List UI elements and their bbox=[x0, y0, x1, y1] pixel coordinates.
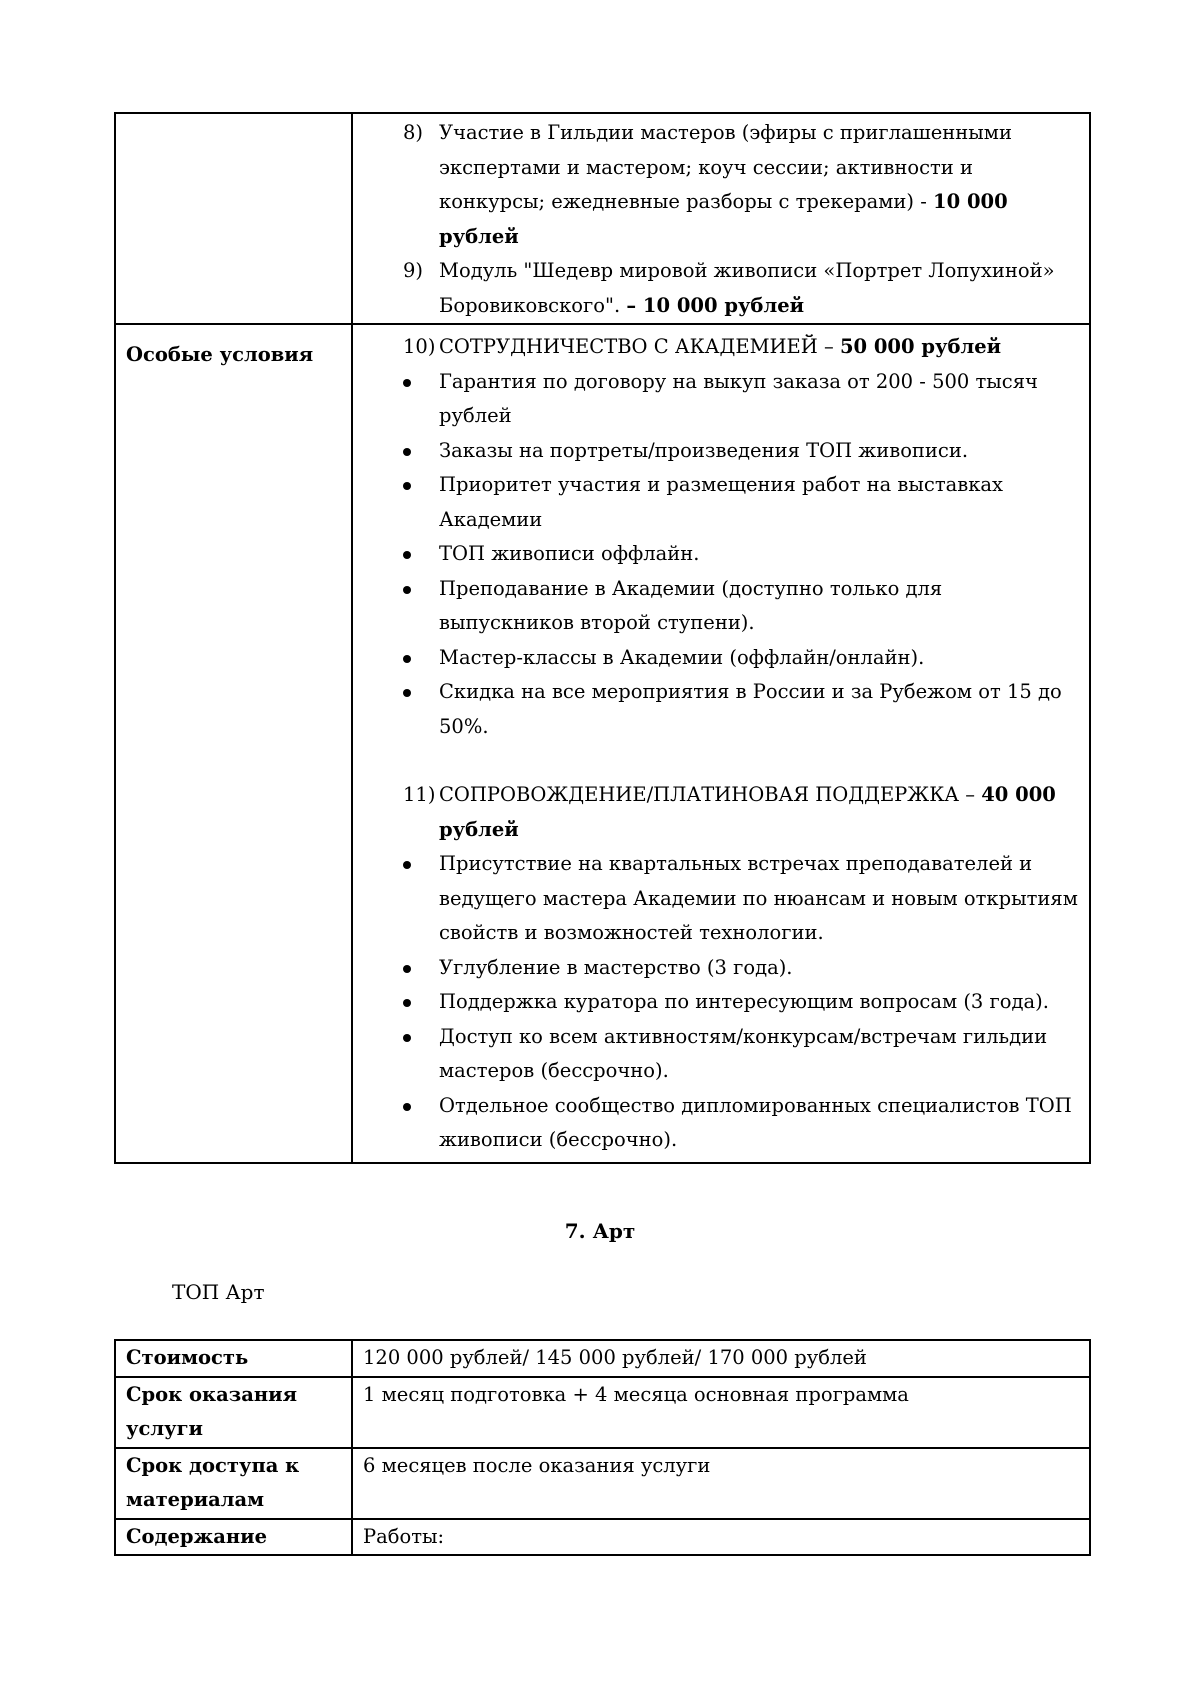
bullet-text: ТОП живописи оффлайн. bbox=[439, 542, 700, 565]
list-item bbox=[403, 365, 1079, 434]
bullet-text: Приоритет участия и размещения работ на выставках Академии bbox=[439, 473, 1004, 531]
list-item bbox=[403, 1020, 1079, 1089]
bullet-text: Заказы на портреты/произведения ТОП живописи. bbox=[439, 438, 969, 462]
cost-label: Стоимость bbox=[115, 1340, 352, 1377]
content-value: Работы: bbox=[352, 1519, 1090, 1556]
bullet-icon bbox=[403, 675, 439, 744]
section-title: 7. Арт bbox=[564, 1219, 636, 1243]
item-text: СОПРОВОЖДЕНИЕ/ПЛАТИНОВАЯ ПОДДЕРЖКА – 40 000 рублей bbox=[439, 783, 1056, 841]
list-item bbox=[403, 985, 1079, 1020]
bullet-icon bbox=[403, 365, 439, 434]
item-number: 8) bbox=[403, 121, 424, 144]
bullet-text: Скидка на все мероприятия в России и за Рубежом от 15 до 50%. bbox=[439, 680, 1062, 738]
item-price: 10 000 рублей bbox=[439, 190, 1008, 248]
program-table bbox=[114, 112, 1091, 1164]
modules-cell bbox=[352, 113, 1090, 324]
bullet-text: Мастер-классы в Академии (оффлайн/онлайн). bbox=[439, 645, 925, 669]
bullet-text: Углубление в мастерство (3 года). bbox=[439, 955, 793, 979]
access-value: 6 месяцев после оказания услуги bbox=[352, 1448, 1090, 1519]
list-item-11 bbox=[403, 778, 1079, 847]
bullet-icon bbox=[403, 572, 439, 641]
duration-value: 1 месяц подготовка + 4 месяца основная программа bbox=[352, 1377, 1090, 1448]
list-item bbox=[403, 641, 1079, 676]
item-text: Модуль "Шедевр мировой живописи «Портрет Лопухиной» Боровиковского". – 10 000 рублей bbox=[439, 259, 1055, 317]
list-item bbox=[403, 537, 1079, 572]
access-label: Срок доступа к материалам bbox=[115, 1448, 352, 1519]
bullet-text: Поддержка куратора по интересующим вопросам (3 года). bbox=[439, 990, 1049, 1013]
list-item bbox=[403, 434, 1079, 469]
bullet-list bbox=[403, 365, 1079, 745]
bullet-list bbox=[403, 847, 1079, 1158]
list-item bbox=[403, 675, 1079, 744]
item-text: СОТРУДНИЧЕСТВО С АКАДЕМИЕЙ – 50 000 рублей bbox=[439, 335, 1002, 358]
item-number: 10) bbox=[403, 335, 436, 358]
special-conditions-cell bbox=[352, 324, 1090, 1163]
bullet-icon bbox=[403, 985, 439, 1020]
item-text: Участие в Гильдии мастеров (эфиры с приглашенными экспертами и мастером; коуч сессии; активности и конкурсы; ежедневные разборы с трекерами) - 10 000 рублей bbox=[439, 121, 1012, 248]
table-row bbox=[115, 113, 1090, 324]
list-item-10 bbox=[403, 330, 1079, 365]
bullet-icon bbox=[403, 1089, 439, 1158]
bullet-icon bbox=[403, 847, 439, 951]
list-item-8 bbox=[403, 116, 1079, 254]
bullet-text: Доступ ко всем активностям/конкурсам/встречам гильдии мастеров (бессрочно). bbox=[439, 1024, 1048, 1082]
item-price: – 10 000 рублей bbox=[626, 293, 805, 317]
service-table bbox=[114, 1339, 1091, 1556]
list-item bbox=[403, 1089, 1079, 1158]
cost-value: 120 000 рублей/ 145 000 рублей/ 170 000 рублей bbox=[352, 1340, 1090, 1377]
service-name: ТОП Арт bbox=[172, 1280, 265, 1304]
special-conditions-label: Особые условия bbox=[115, 324, 352, 1163]
list-item bbox=[403, 572, 1079, 641]
bullet-icon bbox=[403, 434, 439, 469]
table-row bbox=[115, 1340, 1090, 1377]
bullet-icon bbox=[403, 641, 439, 676]
table-row bbox=[115, 1519, 1090, 1556]
bullet-text: Преподавание в Академии (доступно только для выпускников второй ступени). bbox=[439, 576, 943, 634]
duration-label: Срок оказания услуги bbox=[115, 1377, 352, 1448]
list-item bbox=[403, 951, 1079, 986]
item-price: 40 000 рублей bbox=[439, 783, 1056, 841]
content-label: Содержание bbox=[115, 1519, 352, 1556]
bullet-icon bbox=[403, 951, 439, 986]
item-number: 11) bbox=[403, 783, 436, 806]
bullet-icon bbox=[403, 468, 439, 537]
bullet-text: Присутствие на квартальных встречах преподавателей и ведущего мастера Академии по нюансам и новым открытиям свойств и возможностей технологии. bbox=[439, 852, 1078, 944]
table-row bbox=[115, 1448, 1090, 1519]
list-item bbox=[403, 468, 1079, 537]
list-item bbox=[403, 847, 1079, 951]
bullet-icon bbox=[403, 537, 439, 572]
item-price: 50 000 рублей bbox=[839, 335, 1002, 358]
bullet-icon bbox=[403, 1020, 439, 1089]
bullet-text: Гарантия по договору на выкуп заказа от 200 - 500 тысяч рублей bbox=[439, 369, 1038, 427]
empty-label-cell bbox=[115, 113, 352, 324]
item-number: 9) bbox=[403, 259, 424, 282]
table-row bbox=[115, 1377, 1090, 1448]
bullet-text: Отдельное сообщество дипломированных специалистов ТОП живописи (бессрочно). bbox=[439, 1093, 1072, 1151]
list-item-9 bbox=[403, 254, 1079, 323]
table-row bbox=[115, 324, 1090, 1163]
